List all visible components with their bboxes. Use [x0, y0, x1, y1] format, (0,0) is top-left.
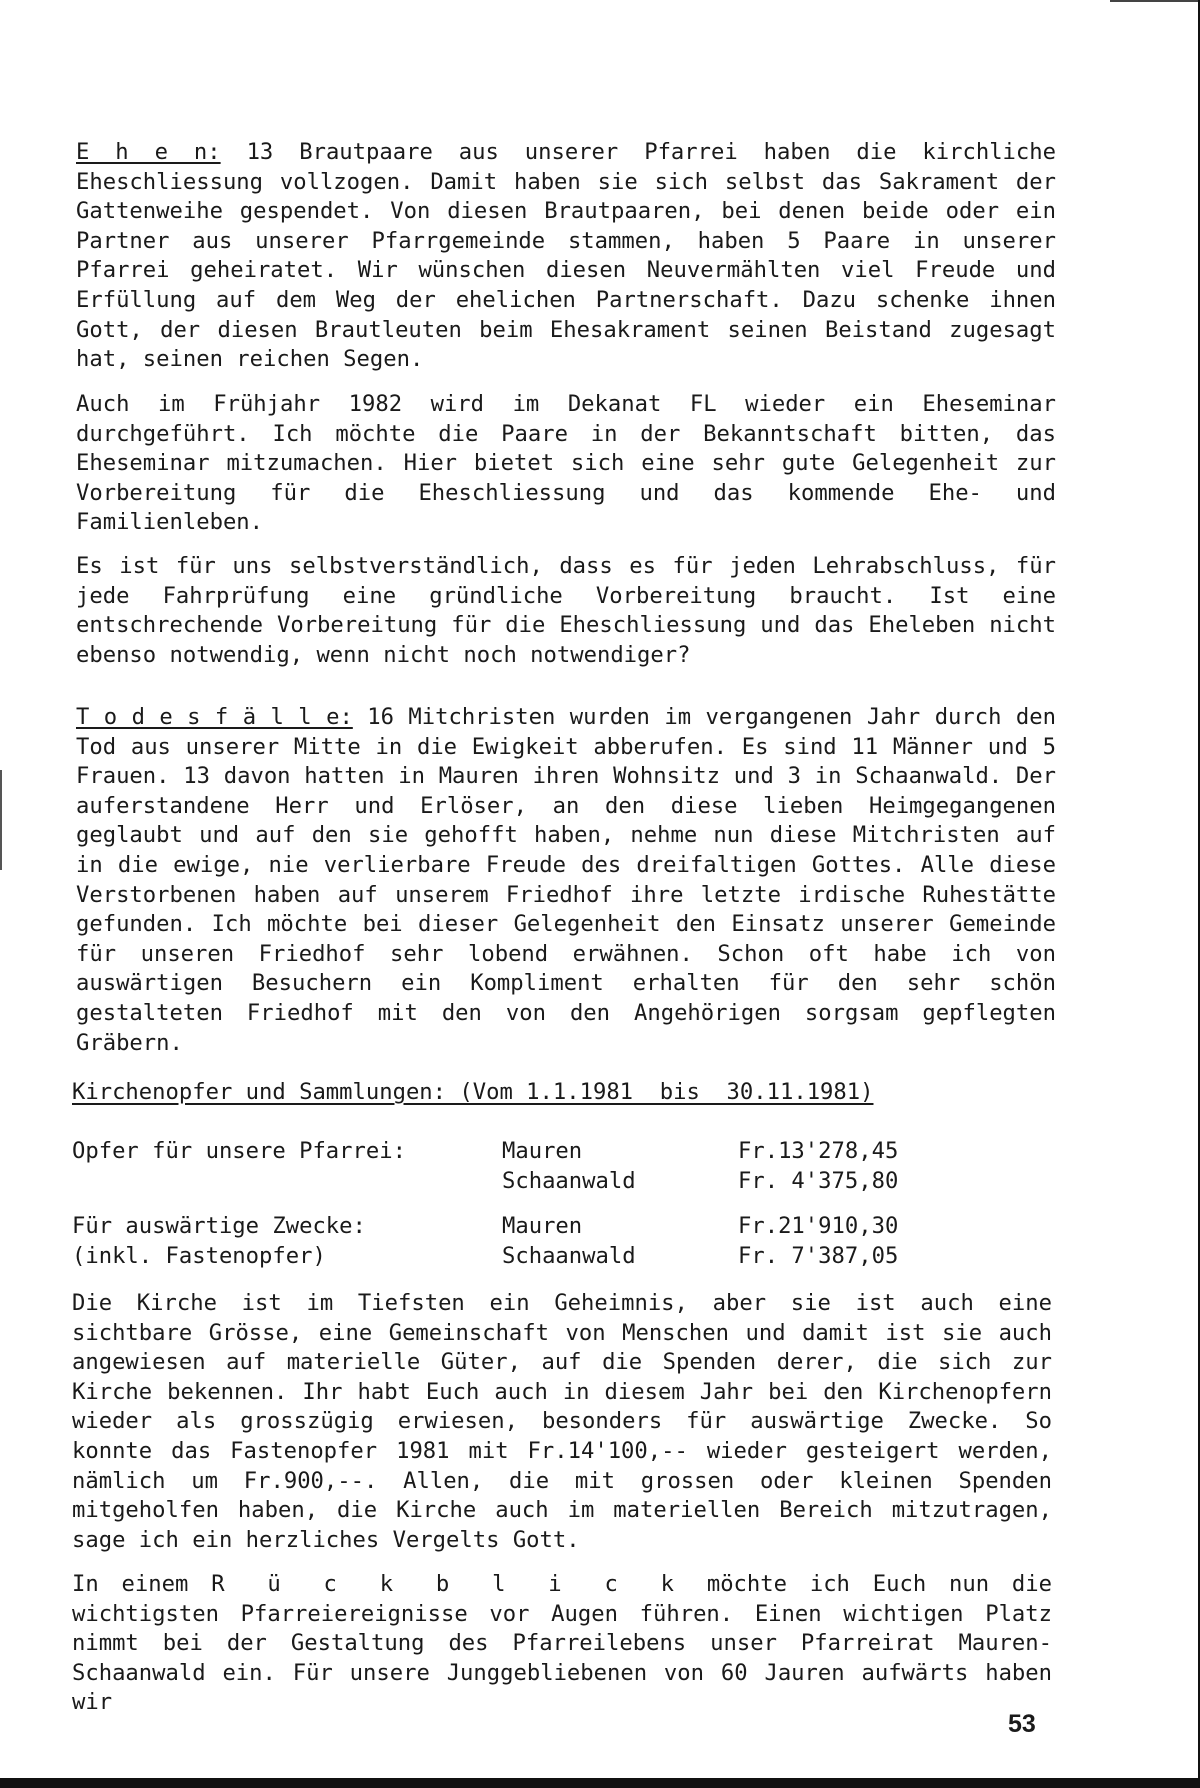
paragraph-rueckblick	[72, 1570, 1052, 1718]
row-label: Für auswärtige Zwecke:	[72, 1213, 366, 1239]
row-label: Opfer für unsere Pfarrei:	[72, 1138, 406, 1164]
paragraph-ehen	[76, 138, 1056, 375]
row-amount: Fr.13'278,45	[738, 1138, 899, 1164]
page-number: 53	[1008, 1710, 1036, 1738]
row-place: Schaanwald	[502, 1167, 636, 1194]
eheseminar-text: Auch im Frühjahr 1982 wird im Dekanat FL wieder ein Eheseminar durchgeführt. Ich möchte die Paare in der Bekanntschaft bitten, das Eheseminar mitzumachen. Hier bietet sich eine sehr gute Gelegenheit zur Vorbereitung für die Eheschliessung und das kommende Ehe- und Familienleben.	[76, 391, 1056, 536]
row-place: Mauren	[502, 1138, 583, 1164]
kirchenopfer-heading: Kirchenopfer und Sammlungen: (Vom 1.1.1981 bis 30.11.1981)	[72, 1079, 874, 1105]
todesfaelle-text: 16 Mitchristen wurden im vergangenen Jahr durch den Tod aus unserer Mitte in die Ewigkeit abberufen. Es sind 11 Männer und 5 Frauen. 13 davon hatten in Mauren ihren Wohnsitz und 3 in Schaanwald. Der auferstandene Herr und Erlöser, an den diese lieben Heimgegangenen geglaubt und auf den sie gehofft haben, nehme nun diese Mitchristen auf in die ewige, nie verlierbare Freude des dreifaltigen Gottes. Alle diese Verstorbenen haben auf unserem Friedhof ihre letzte irdische Ruhestätte gefunden. Ich möchte bei dieser Gelegenheit den Einsatz unserer Gemeinde für unseren Friedhof sehr lobend erwähnen. Schon oft habe ich von auswärtigen Besuchern ein Kompliment erhalten für den sehr schön gestalteten Friedhof mit den von den Angehörigen sorgsam gepflegten Gräbern.	[76, 704, 1056, 1056]
paragraph-todesfaelle	[76, 703, 1056, 1058]
row-amount: Fr. 7'387,05	[738, 1242, 899, 1269]
kirche-text: Die Kirche ist im Tiefsten ein Geheimnis, aber sie ist auch eine sichtbare Grösse, eine Gemeinschaft von Menschen und damit ist sie auch angewiesen auf materielle Güter, auf die Spenden derer, die sich zur Kirche bekennen. Ihr habt Euch auch in diesem Jahr bei den Kirchenopfern wieder als grosszügig erwiesen, besonders für auswärtige Zwecke. So konnte das Fastenopfer 1981 mit Fr.14'100,-- wieder gesteigert werden, nämlich um Fr.900,--. Allen, die mit grossen oder kleinen Spenden mitgeholfen haben, die Kirche auch im materiellen Bereich mitzutragen, sage ich ein herzliches Vergelts Gott.	[72, 1290, 1052, 1553]
row-amount: Fr.21'910,30	[738, 1213, 899, 1239]
vorbereitung-text: Es ist für uns selbstverständlich, dass es für jeden Lehrabschluss, für jede Fahrprüfung eine gründliche Vorbereitung braucht. Ist eine entschrechende Vorbereitung für die Eheschliessung und das Eheleben nicht ebenso notwendig, wenn nicht noch notwendiger?	[76, 553, 1056, 668]
todesfaelle-label: T o d e s f ä l l e:	[76, 704, 353, 730]
row-place: Schaanwald	[502, 1242, 636, 1269]
scan-edge-top	[1110, 0, 1200, 2]
paragraph-kirche	[72, 1289, 1052, 1555]
ehen-label: E h e n:	[76, 139, 221, 165]
rueckblick-word: R ü c k b l i c k	[211, 1571, 684, 1597]
paragraph-eheseminar	[76, 390, 1056, 538]
paragraph-vorbereitung	[76, 552, 1056, 670]
ehen-text: 13 Brautpaare aus unserer Pfarrei haben die kirchliche Eheschliessung vollzogen. Damit haben sie sich selbst das Sakrament der Gattenweihe gespendet. Von diesen Brautpaaren, bei denen beide oder ein Partner aus unserer Pfarrgemeinde stammen, haben 5 Paare in unserer Pfarrei geheiratet. Wir wünschen diesen Neuvermählten viel Freude und Erfüllung auf dem Weg der ehelichen Partnerschaft. Dazu schenke ihnen Gott, der diesen Brautleuten beim Ehesakrament seinen Beistand zugesagt hat, seinen reichen Segen.	[76, 139, 1056, 373]
rueckblick-after: möchte ich Euch nun die wichtigsten Pfarreiereignisse vor Augen führen. Einen wichtigen Platz nimmt bei der Gestaltung des Pfarreilebens unser Pfarreirat Mauren-Schaanwald ein. Für unsere Junggebliebenen von 60 Jauren aufwärts haben wir	[72, 1571, 1053, 1716]
row-label: (inkl. Fastenopfer)	[72, 1242, 326, 1269]
scan-mark-left	[0, 770, 2, 870]
row-place: Mauren	[502, 1213, 583, 1239]
rueckblick-before: In einem	[72, 1571, 212, 1597]
row-amount: Fr. 4'375,80	[738, 1167, 899, 1194]
scan-edge-bottom	[0, 1778, 1200, 1788]
